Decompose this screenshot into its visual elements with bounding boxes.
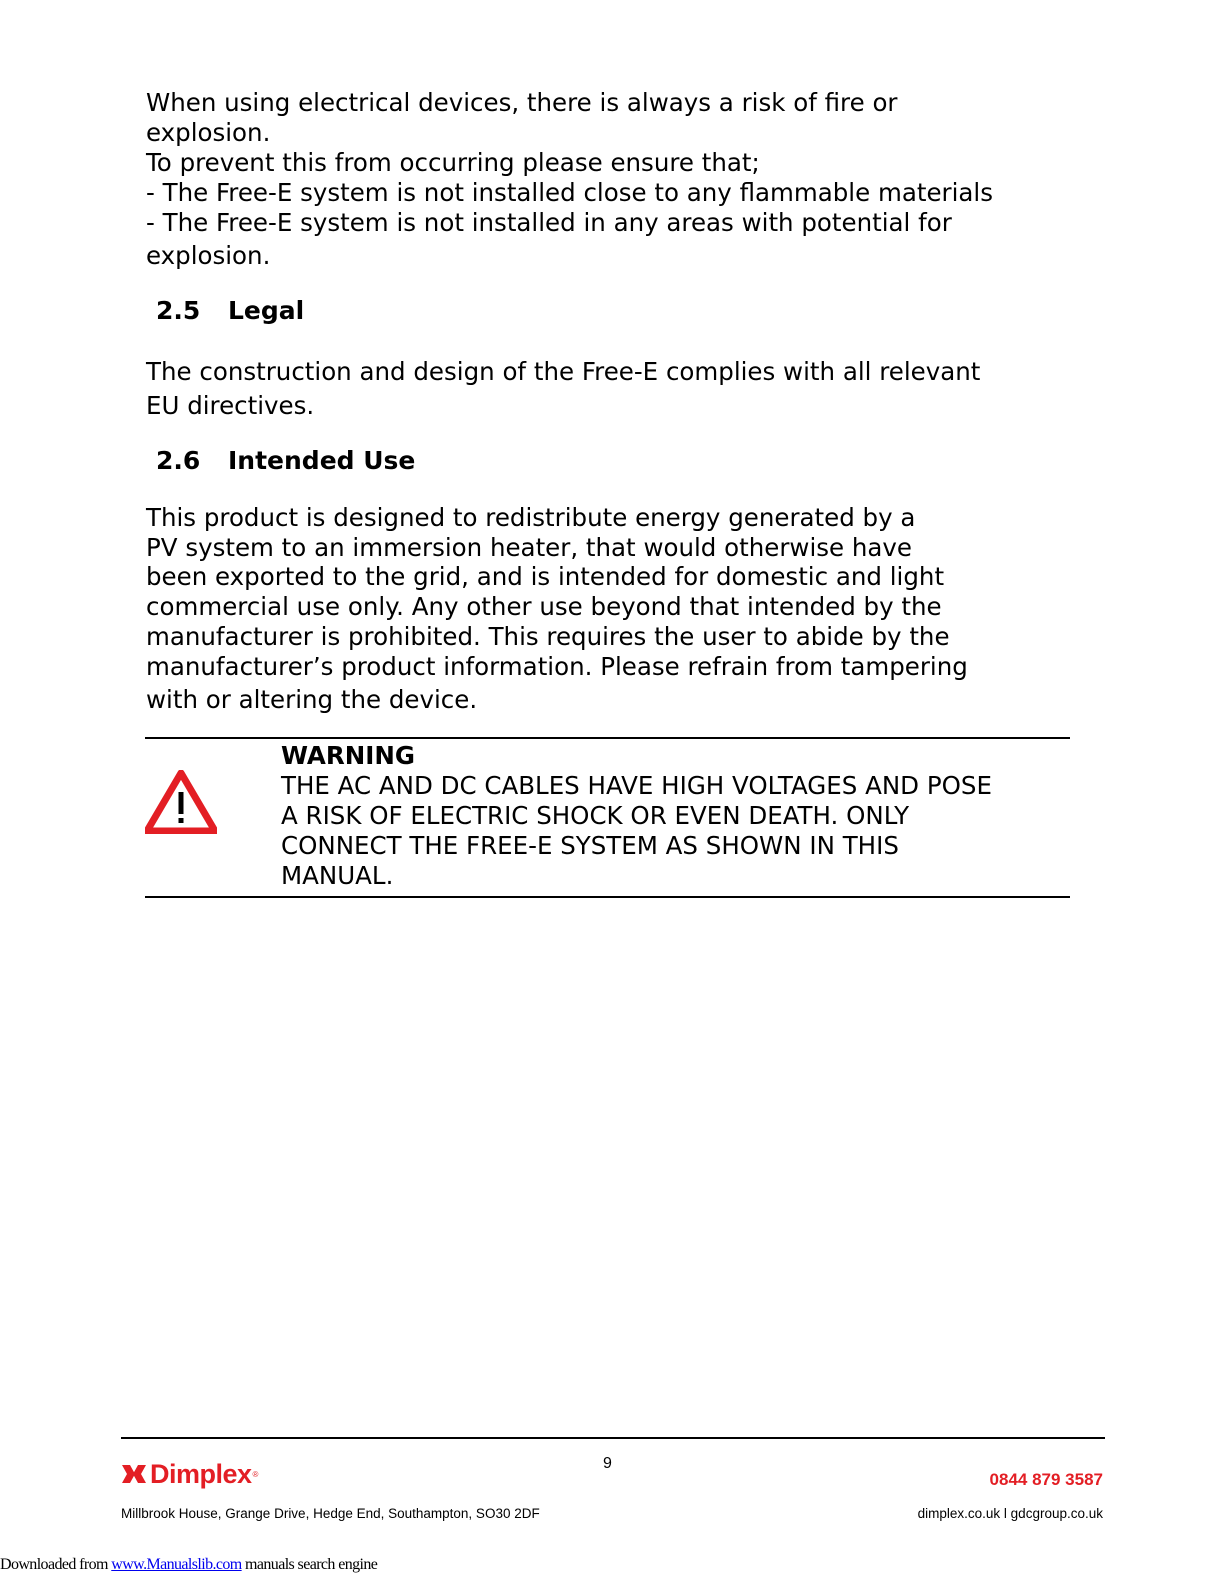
intro-line: When using electrical devices, there is always a risk of fire or — [146, 88, 898, 117]
intended-use-line: manufacturer’s product information. Please refrain from tampering — [146, 652, 968, 681]
intro-line: explosion. — [146, 241, 271, 270]
warning-line: CONNECT THE FREE-E SYSTEM AS SHOWN IN THIS — [281, 831, 899, 860]
download-suffix: manuals search engine — [241, 1556, 378, 1573]
warning-line: THE AC AND DC CABLES HAVE HIGH VOLTAGES AND POSE — [281, 771, 992, 800]
download-banner — [0, 1556, 377, 1574]
intro-line: - The Free-E system is not installed in any areas with potential for — [146, 208, 952, 237]
legal-line: EU directives. — [146, 391, 315, 420]
intro-line: To prevent this from occurring please ensure that; — [146, 148, 760, 177]
intended-use-line: with or altering the device. — [146, 685, 478, 714]
section-title: Intended Use — [228, 446, 416, 475]
intro-line: - The Free-E system is not installed close to any flammable materials — [146, 178, 993, 207]
intended-use-line: This product is designed to redistribute energy generated by a — [146, 503, 916, 532]
dimplex-logo-icon — [120, 1462, 148, 1486]
section-number: 2.5 — [156, 296, 201, 325]
footer-rule — [121, 1437, 1105, 1439]
intended-use-line: commercial use only. Any other use beyond that intended by the — [146, 592, 942, 621]
intended-use-line: PV system to an immersion heater, that would otherwise have — [146, 533, 912, 562]
section-heading-intended-use — [156, 446, 415, 475]
warning-bottom-rule — [145, 896, 1070, 898]
download-prefix: Downloaded from — [0, 1556, 112, 1573]
section-heading-legal — [156, 296, 304, 325]
warning-line: A RISK OF ELECTRIC SHOCK OR EVEN DEATH. ONLY — [281, 801, 910, 830]
registered-mark: ® — [252, 1469, 258, 1479]
footer-websites: dimplex.co.uk l gdcgroup.co.uk — [917, 1506, 1103, 1521]
dimplex-logo — [120, 1459, 258, 1489]
section-number: 2.6 — [156, 446, 201, 475]
footer-phone: 0844 879 3587 — [989, 1470, 1103, 1489]
intended-use-line: been exported to the grid, and is intended for domestic and light — [146, 562, 945, 591]
intro-line: explosion. — [146, 118, 271, 147]
brand-name: Dimplex — [150, 1458, 252, 1489]
section-title: Legal — [228, 296, 305, 325]
legal-line: The construction and design of the Free-E complies with all relevant — [146, 357, 981, 386]
page-number: 9 — [603, 1455, 612, 1472]
footer-address: Millbrook House, Grange Drive, Hedge End, Southampton, SO30 2DF — [121, 1506, 540, 1521]
warning-triangle-icon — [145, 770, 217, 834]
intended-use-line: manufacturer is prohibited. This requires the user to abide by the — [146, 622, 950, 651]
warning-top-rule — [145, 737, 1070, 739]
manualslib-link[interactable]: www.Manualslib.com — [111, 1556, 242, 1573]
warning-line: MANUAL. — [281, 861, 394, 890]
warning-title: WARNING — [281, 741, 415, 770]
